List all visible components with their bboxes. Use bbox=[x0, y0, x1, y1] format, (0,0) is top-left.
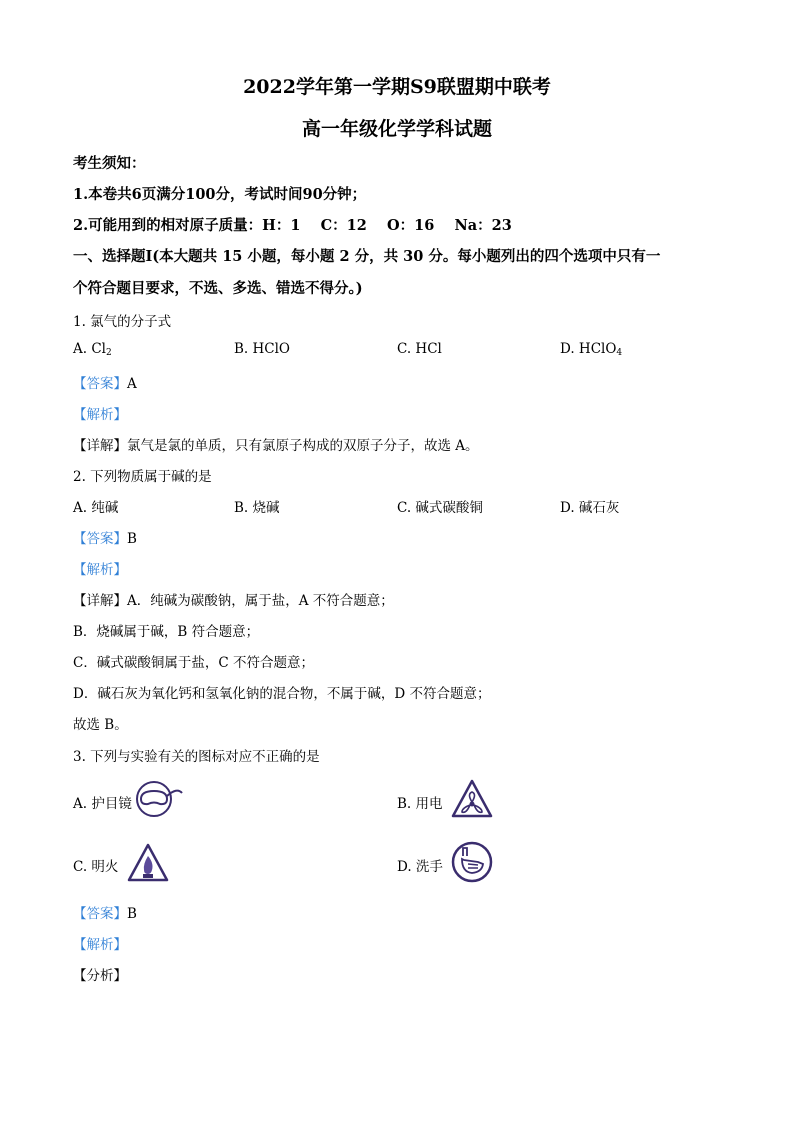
notes-item-2: 2.可能用到的相对原子质量：H：1 C：12 O：16 Na：23 bbox=[73, 217, 512, 234]
flame-warning-icon bbox=[126, 842, 170, 884]
q2-option-b: B. 烧碱 bbox=[234, 500, 280, 516]
q2-option-d: D. 碱石灰 bbox=[560, 500, 620, 516]
q1-stem: 1. 氯气的分子式 bbox=[73, 314, 172, 330]
q3-option-a: A. 护目镜 bbox=[73, 796, 132, 812]
goggles-icon bbox=[132, 779, 184, 819]
q3-option-d: D. 洗手 bbox=[397, 859, 443, 875]
q2-stem: 2. 下列物质属于碱的是 bbox=[73, 469, 212, 485]
q3-fenxi: 【分析】 bbox=[73, 968, 127, 984]
q2-option-c: C. 碱式碳酸铜 bbox=[397, 500, 483, 516]
q3-option-b: B. 用电 bbox=[397, 796, 443, 812]
q3-stem: 3. 下列与实验有关的图标对应不正确的是 bbox=[73, 749, 320, 765]
fan-warning-icon bbox=[450, 778, 494, 820]
q1-option-c: C. HCl bbox=[397, 341, 442, 357]
q3-option-c: C. 明火 bbox=[73, 859, 119, 875]
q1-option-b: B. HClO bbox=[234, 341, 290, 357]
q2-detail-3: C．碱式碳酸铜属于盐，C 不符合题意； bbox=[73, 655, 314, 671]
section-heading-line-1: 一、选择题I(本大题共 15 小题，每小题 2 分，共 30 分。每小题列出的四个选项中只有一 bbox=[73, 248, 661, 265]
q2-detail-2: B．烧碱属于碱，B 符合题意； bbox=[73, 624, 260, 640]
q2-answer: 【答案】B bbox=[73, 531, 137, 547]
exam-subtitle: 高一年级化学学科试题 bbox=[301, 118, 492, 140]
section-heading-line-2: 个符合题目要求，不选、多选、错选不得分。) bbox=[73, 280, 363, 297]
q1-option-a: A. $Cl_2$ bbox=[73, 341, 112, 358]
q2-detail-1: 【详解】A．纯碱为碳酸钠，属于盐，A 不符合题意； bbox=[73, 593, 394, 609]
exam-title: 2022学年第一学期S9联盟期中联考 bbox=[243, 76, 551, 98]
q1-answer: 【答案】A bbox=[73, 376, 137, 392]
hand-wash-icon bbox=[450, 840, 494, 884]
q1-analysis-tag: 【解析】 bbox=[73, 407, 127, 423]
q2-option-a: A. 纯碱 bbox=[73, 500, 119, 516]
notes-heading: 考生须知： bbox=[73, 155, 146, 172]
q2-analysis-tag: 【解析】 bbox=[73, 562, 127, 578]
q2-detail-4: D．碱石灰为氧化钙和氢氧化钠的混合物，不属于碱，D 不符合题意； bbox=[73, 686, 491, 702]
q1-option-d: D. HClO$_4$ bbox=[560, 341, 623, 358]
notes-item-1: 1.本卷共6页满分100分，考试时间90分钟； bbox=[73, 186, 367, 203]
q3-analysis-tag: 【解析】 bbox=[73, 937, 127, 953]
q3-answer: 【答案】B bbox=[73, 906, 137, 922]
q2-detail-5: 故选 B。 bbox=[73, 717, 128, 733]
q1-detail: 【详解】氯气是氯的单质，只有氯原子构成的双原子分子，故选 A。 bbox=[73, 438, 479, 454]
